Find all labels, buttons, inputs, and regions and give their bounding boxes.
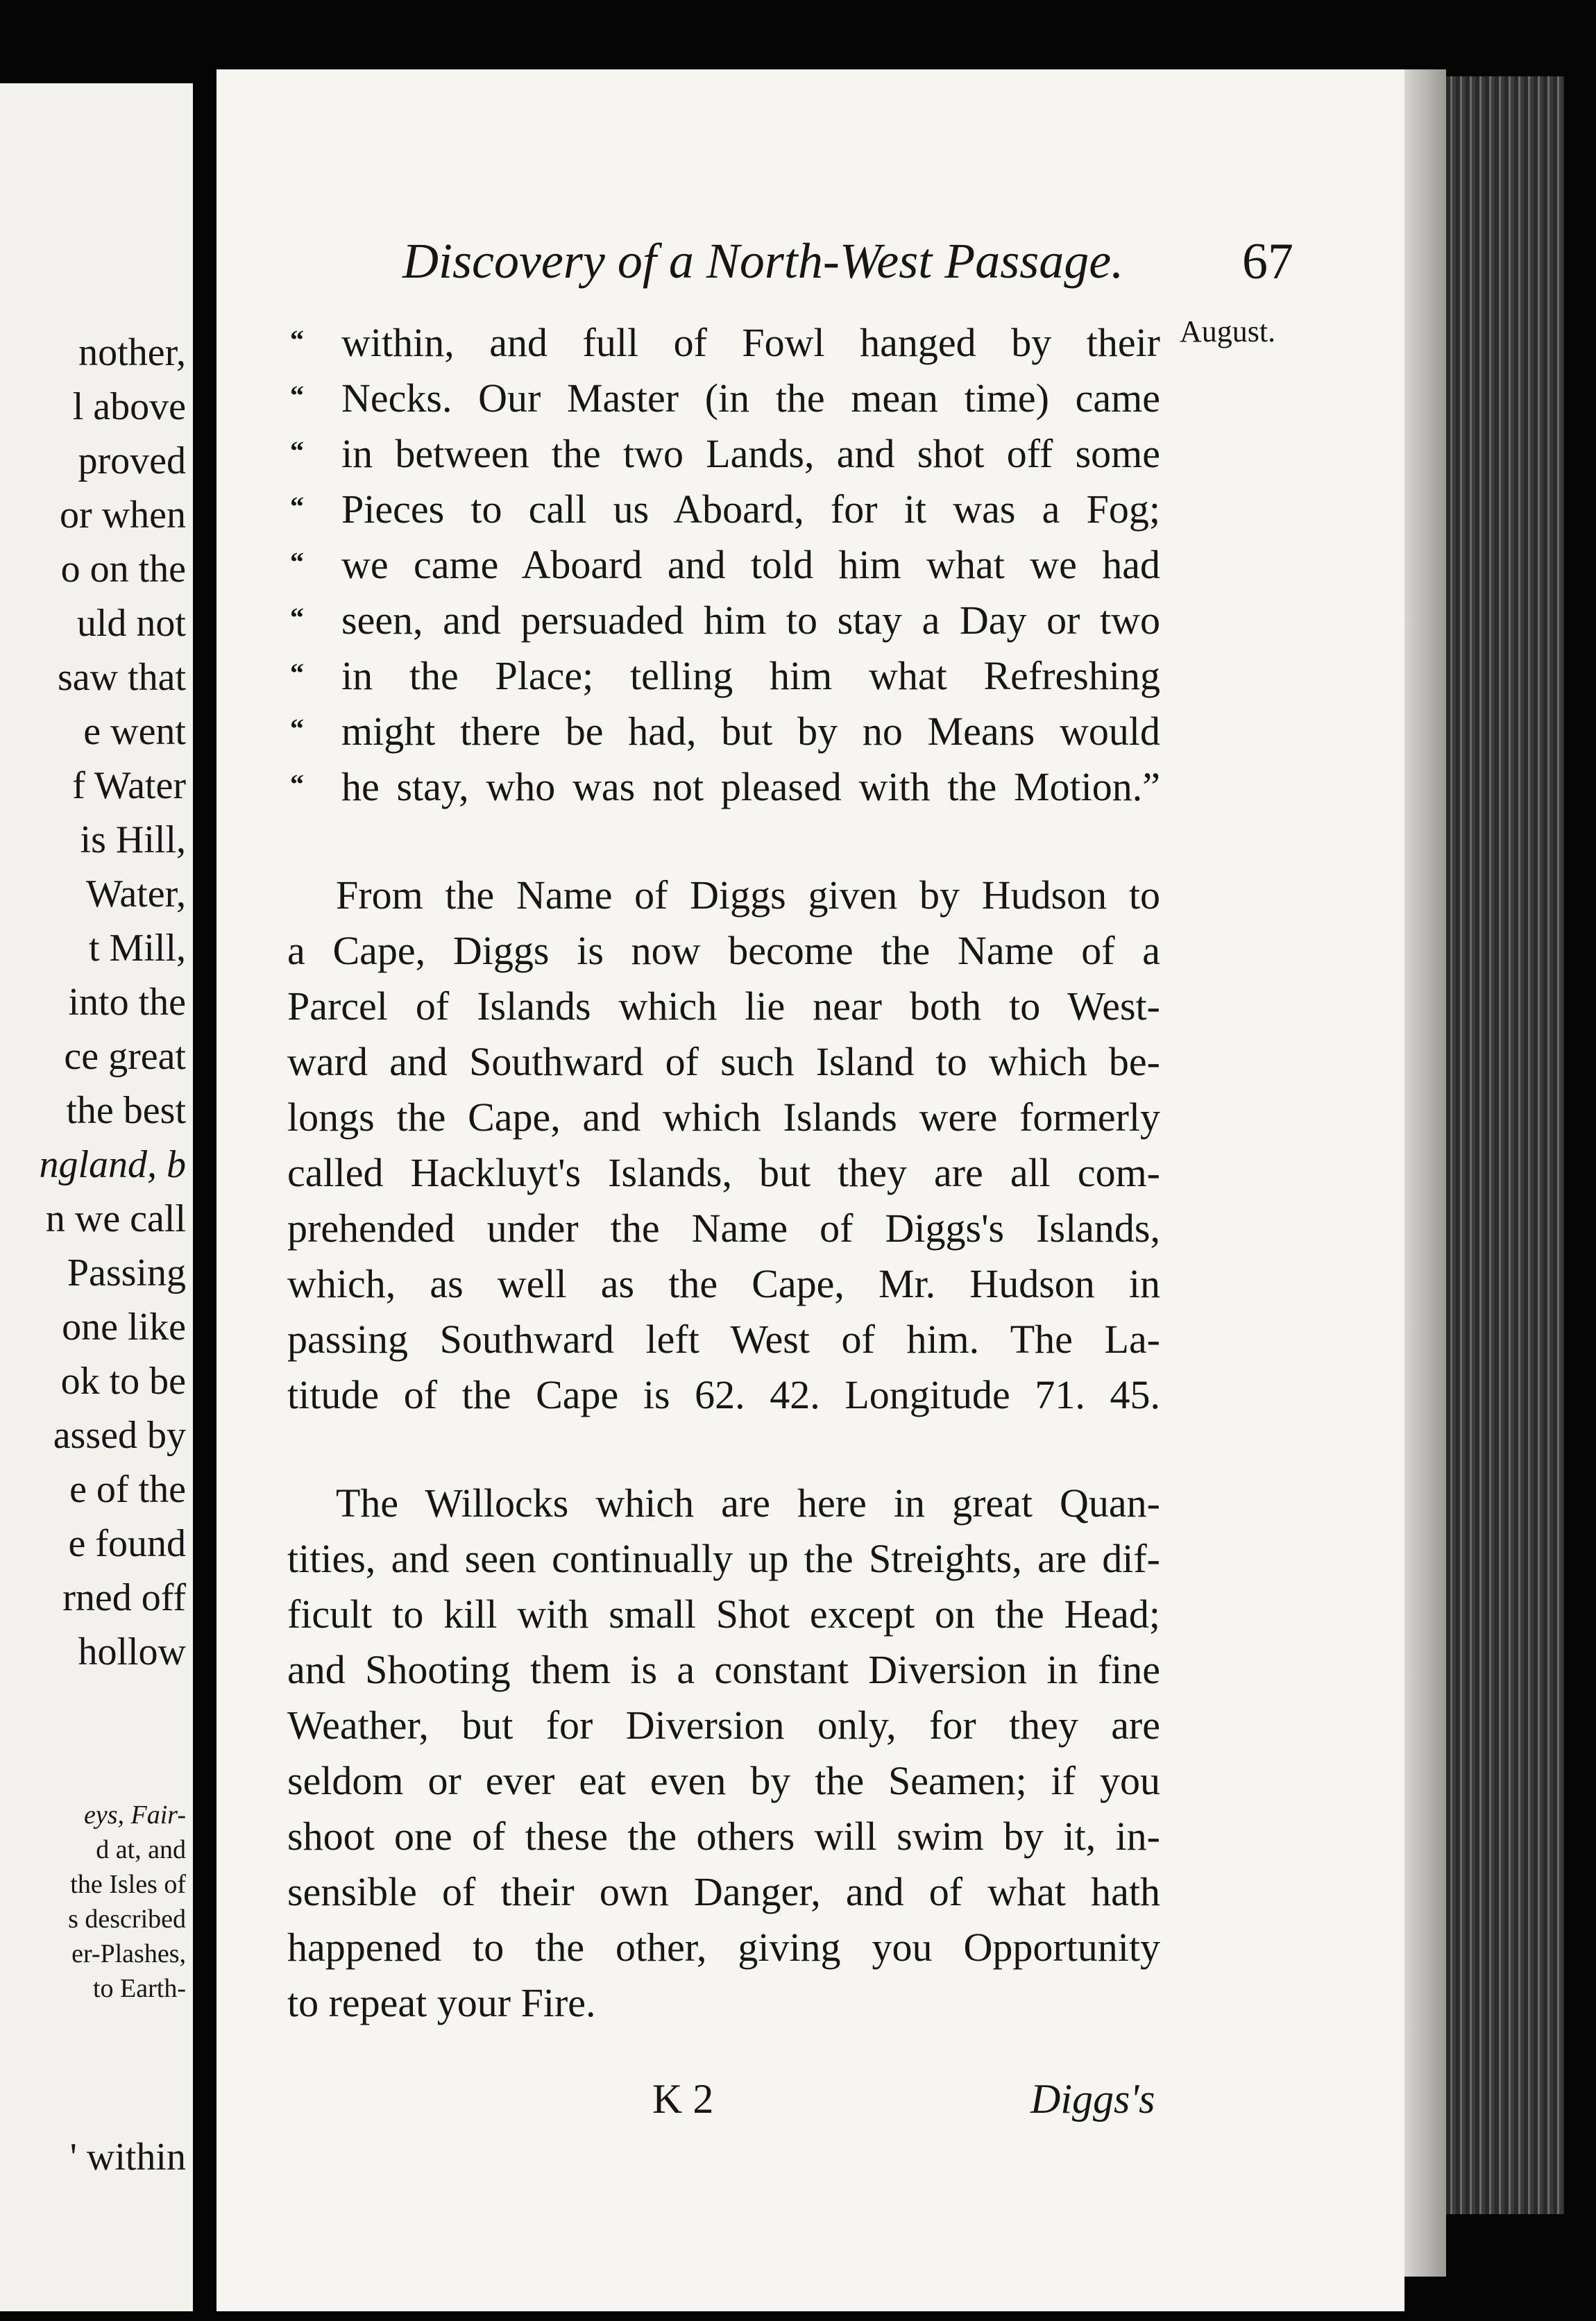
quote-line: within, and full of Fowl hanged by their [341, 320, 1160, 365]
facing-page-note: er-Plashes, [71, 1939, 186, 1968]
quote-mark: “ [290, 546, 304, 577]
facing-page-line: o on the [60, 548, 186, 591]
facing-page-line: one like [62, 1306, 186, 1349]
facing-page-line: is Hill, [80, 818, 186, 861]
quote-mark: “ [290, 435, 304, 466]
facing-page-line: e went [83, 710, 186, 753]
quote-mark: “ [290, 768, 304, 800]
facing-page-line: rned off [62, 1576, 186, 1619]
quote-line: Necks. Our Master (in the mean time) came [341, 375, 1160, 421]
paragraph-line: Parcel of Islands which lie near both to West- [287, 984, 1160, 1029]
paragraph-line: titude of the Cape is 62. 42. Longitude 71. 45. [287, 1372, 1160, 1417]
facing-page-line: nother, [78, 331, 186, 374]
facing-page-line: the best [66, 1089, 186, 1132]
paragraph-line: The Willocks which are here in great Quan- [336, 1480, 1160, 1526]
quote-mark: “ [290, 602, 304, 633]
quote-mark: “ [290, 657, 304, 689]
facing-page-line: assed by [53, 1414, 186, 1457]
page-number: 67 [1242, 233, 1293, 290]
book-spine-edge [1446, 76, 1564, 2214]
quote-line: we came Aboard and told him what we had [341, 542, 1160, 587]
paragraph-line: seldom or ever eat even by the Seamen; if you [287, 1758, 1160, 1803]
paragraph-line: and Shooting them is a constant Diversion in fine [287, 1647, 1160, 1692]
facing-page-line: l above [72, 385, 186, 428]
facing-page-catchword: ' within [69, 2136, 186, 2179]
quote-mark: “ [290, 380, 304, 411]
facing-page-line: ngland, b [39, 1143, 186, 1186]
facing-page-line: saw that [57, 656, 186, 699]
paragraph-line: called Hackluyt's Islands, but they are all com- [287, 1150, 1160, 1195]
catchword: Diggs's [1030, 2076, 1155, 2122]
paragraph-line: From the Name of Diggs given by Hudson to [336, 872, 1160, 918]
facing-page-line: or when [60, 493, 186, 537]
facing-page-line: n we call [45, 1197, 186, 1240]
facing-page-line: uld not [76, 602, 186, 645]
quote-line: Pieces to call us Aboard, for it was a Fog; [341, 487, 1160, 532]
facing-page-line: e found [68, 1522, 186, 1565]
paragraph-line: tities, and seen continually up the Streights, are dif- [287, 1536, 1160, 1581]
paragraph-line: ficult to kill with small Shot except on the Head; [287, 1592, 1160, 1637]
paragraph-line: happened to the other, giving you Opportunity [287, 1925, 1160, 1970]
facing-page-line: ok to be [60, 1360, 186, 1403]
quote-line: he stay, who was not pleased with the Motion.” [341, 764, 1160, 809]
facing-page-line: e of the [69, 1468, 186, 1511]
quote-line: in the Place; telling him what Refreshing [341, 653, 1160, 698]
facing-page-note: to Earth- [92, 1974, 186, 2003]
facing-page-line: Water, [85, 872, 186, 915]
quote-mark: “ [290, 324, 304, 355]
paragraph-line: longs the Cape, and which Islands were formerly [287, 1095, 1160, 1140]
facing-page-line: proved [78, 439, 186, 482]
facing-page-line: Passing [67, 1251, 186, 1294]
facing-page-line: t Mill, [88, 927, 186, 970]
quote-mark: “ [290, 713, 304, 744]
facing-page-note: the Isles of [70, 1870, 186, 1899]
facing-page-line: ce great [64, 1035, 186, 1078]
paragraph-line: passing Southward left West of him. The La- [287, 1317, 1160, 1362]
page-edge [1404, 69, 1446, 2277]
facing-page-line: f Water [72, 764, 186, 807]
facing-page-fragment [0, 83, 193, 2311]
paragraph-line: a Cape, Diggs is now become the Name of a [287, 928, 1160, 973]
facing-page-line: hollow [78, 1630, 186, 1673]
facing-page-line: into the [68, 981, 186, 1024]
quote-mark: “ [290, 491, 304, 522]
paragraph-line: shoot one of these the others will swim by it, in- [287, 1814, 1160, 1859]
quote-line: might there be had, but by no Means would [341, 709, 1160, 754]
paragraph-line: to repeat your Fire. [287, 1980, 596, 2025]
quote-line: in between the two Lands, and shot off some [341, 431, 1160, 476]
quote-line: seen, and persuaded him to stay a Day or two [341, 598, 1160, 643]
running-title: Discovery of a North-West Passage. [402, 233, 1124, 289]
margin-note-month: August. [1180, 314, 1276, 348]
paragraph-line: prehended under the Name of Diggs's Islands, [287, 1206, 1160, 1251]
facing-page-note: eys, Fair- [84, 1800, 186, 1830]
paragraph-line: sensible of their own Danger, and of what hath [287, 1869, 1160, 1914]
facing-page-note: s described [68, 1905, 186, 1934]
paragraph-line: ward and Southward of such Island to which be- [287, 1039, 1160, 1084]
paragraph-line: Weather, but for Diversion only, for they are [287, 1703, 1160, 1748]
facing-page-note: d at, and [96, 1835, 186, 1864]
paragraph-line: which, as well as the Cape, Mr. Hudson in [287, 1261, 1160, 1306]
signature-mark: K 2 [652, 2076, 714, 2122]
